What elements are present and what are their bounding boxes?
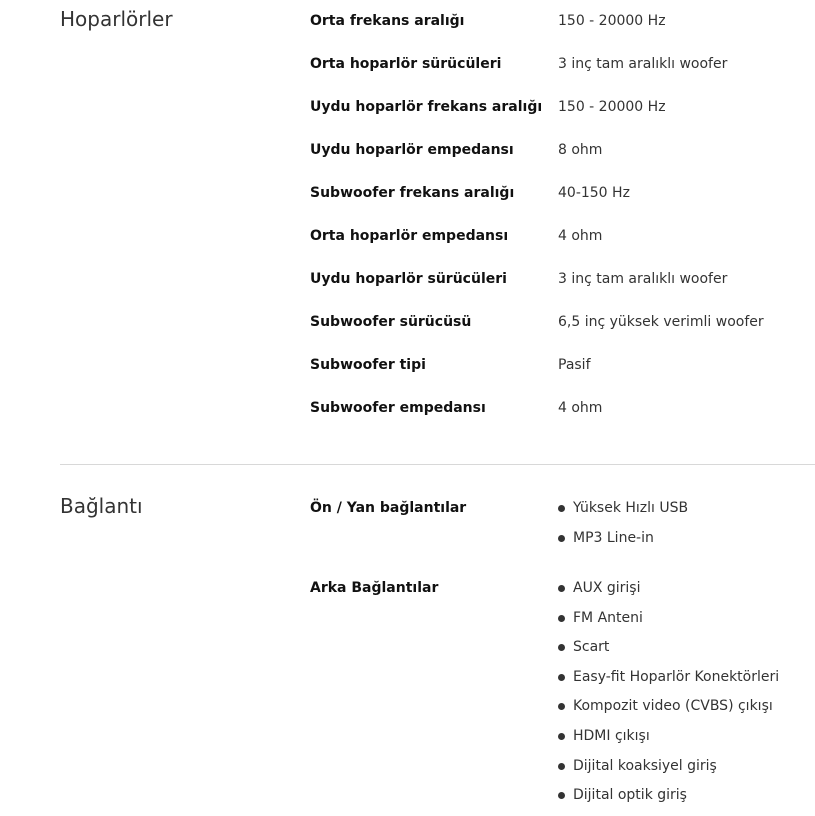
- bullet-icon: [558, 535, 565, 542]
- spec-label: Subwoofer empedansı: [310, 400, 486, 416]
- bullet-icon: [558, 505, 565, 512]
- spec-value: 6,5 inç yüksek verimli woofer: [558, 314, 764, 330]
- spec-value: 150 - 20000 Hz: [558, 13, 666, 29]
- bullet-icon: [558, 644, 565, 651]
- spec-label: Orta frekans aralığı: [310, 13, 465, 29]
- list-item-text: Easy-fit Hoparlör Konektörleri: [573, 668, 780, 685]
- bullet-icon: [558, 703, 565, 710]
- list-item-text: HDMI çıkışı: [573, 727, 650, 744]
- spec-label-rear-connections: Arka Bağlantılar: [310, 580, 439, 596]
- rear-connections-list: [558, 579, 779, 816]
- bullet-icon: [558, 792, 565, 799]
- list-item-text: Dijital koaksiyel giriş: [573, 757, 717, 774]
- spec-value: 150 - 20000 Hz: [558, 99, 666, 115]
- list-item-text: Dijital optik giriş: [573, 787, 687, 804]
- spec-value: 4 ohm: [558, 228, 603, 244]
- list-item-text: Kompozit video (CVBS) çıkışı: [573, 698, 773, 715]
- list-item: [558, 727, 779, 757]
- spec-label: Uydu hoparlör frekans aralığı: [310, 99, 543, 115]
- list-item: [558, 529, 688, 559]
- spec-value: 4 ohm: [558, 400, 603, 416]
- bullet-icon: [558, 763, 565, 770]
- spec-label: Uydu hoparlör empedansı: [310, 142, 514, 158]
- spec-label: Subwoofer frekans aralığı: [310, 185, 515, 201]
- front-side-connections-list: [558, 499, 688, 558]
- bullet-icon: [558, 615, 565, 622]
- list-item-text: Scart: [573, 639, 610, 656]
- list-item: [558, 668, 779, 698]
- list-item-text: AUX girişi: [573, 580, 641, 596]
- spec-label-front-side-connections: Ön / Yan bağlantılar: [310, 500, 467, 516]
- spec-label: Subwoofer sürücüsü: [310, 314, 472, 330]
- spec-value: 40-150 Hz: [558, 185, 630, 201]
- list-item: [558, 609, 779, 639]
- section-title-connectivity: Bağlantı: [60, 494, 143, 518]
- list-item: [558, 579, 779, 609]
- spec-value: 3 inç tam aralıklı woofer: [558, 56, 728, 72]
- list-item-text: Yüksek Hızlı USB: [573, 500, 689, 516]
- list-item: [558, 638, 779, 668]
- spec-label: Orta hoparlör sürücüleri: [310, 56, 502, 72]
- bullet-icon: [558, 733, 565, 740]
- spec-value: 3 inç tam aralıklı woofer: [558, 271, 728, 287]
- section-title-speakers: Hoparlörler: [60, 7, 173, 31]
- list-item: [558, 786, 779, 816]
- list-item-text: FM Anteni: [573, 609, 643, 626]
- section-divider: [60, 464, 815, 465]
- spec-value: 8 ohm: [558, 142, 603, 158]
- spec-label: Uydu hoparlör sürücüleri: [310, 271, 507, 287]
- spec-value: Pasif: [558, 357, 591, 373]
- spec-label: Orta hoparlör empedansı: [310, 228, 509, 244]
- list-item-text: MP3 Line-in: [573, 529, 654, 546]
- bullet-icon: [558, 585, 565, 592]
- list-item: [558, 499, 688, 529]
- bullet-icon: [558, 674, 565, 681]
- list-item: [558, 757, 779, 787]
- list-item: [558, 697, 779, 727]
- spec-label: Subwoofer tipi: [310, 357, 426, 373]
